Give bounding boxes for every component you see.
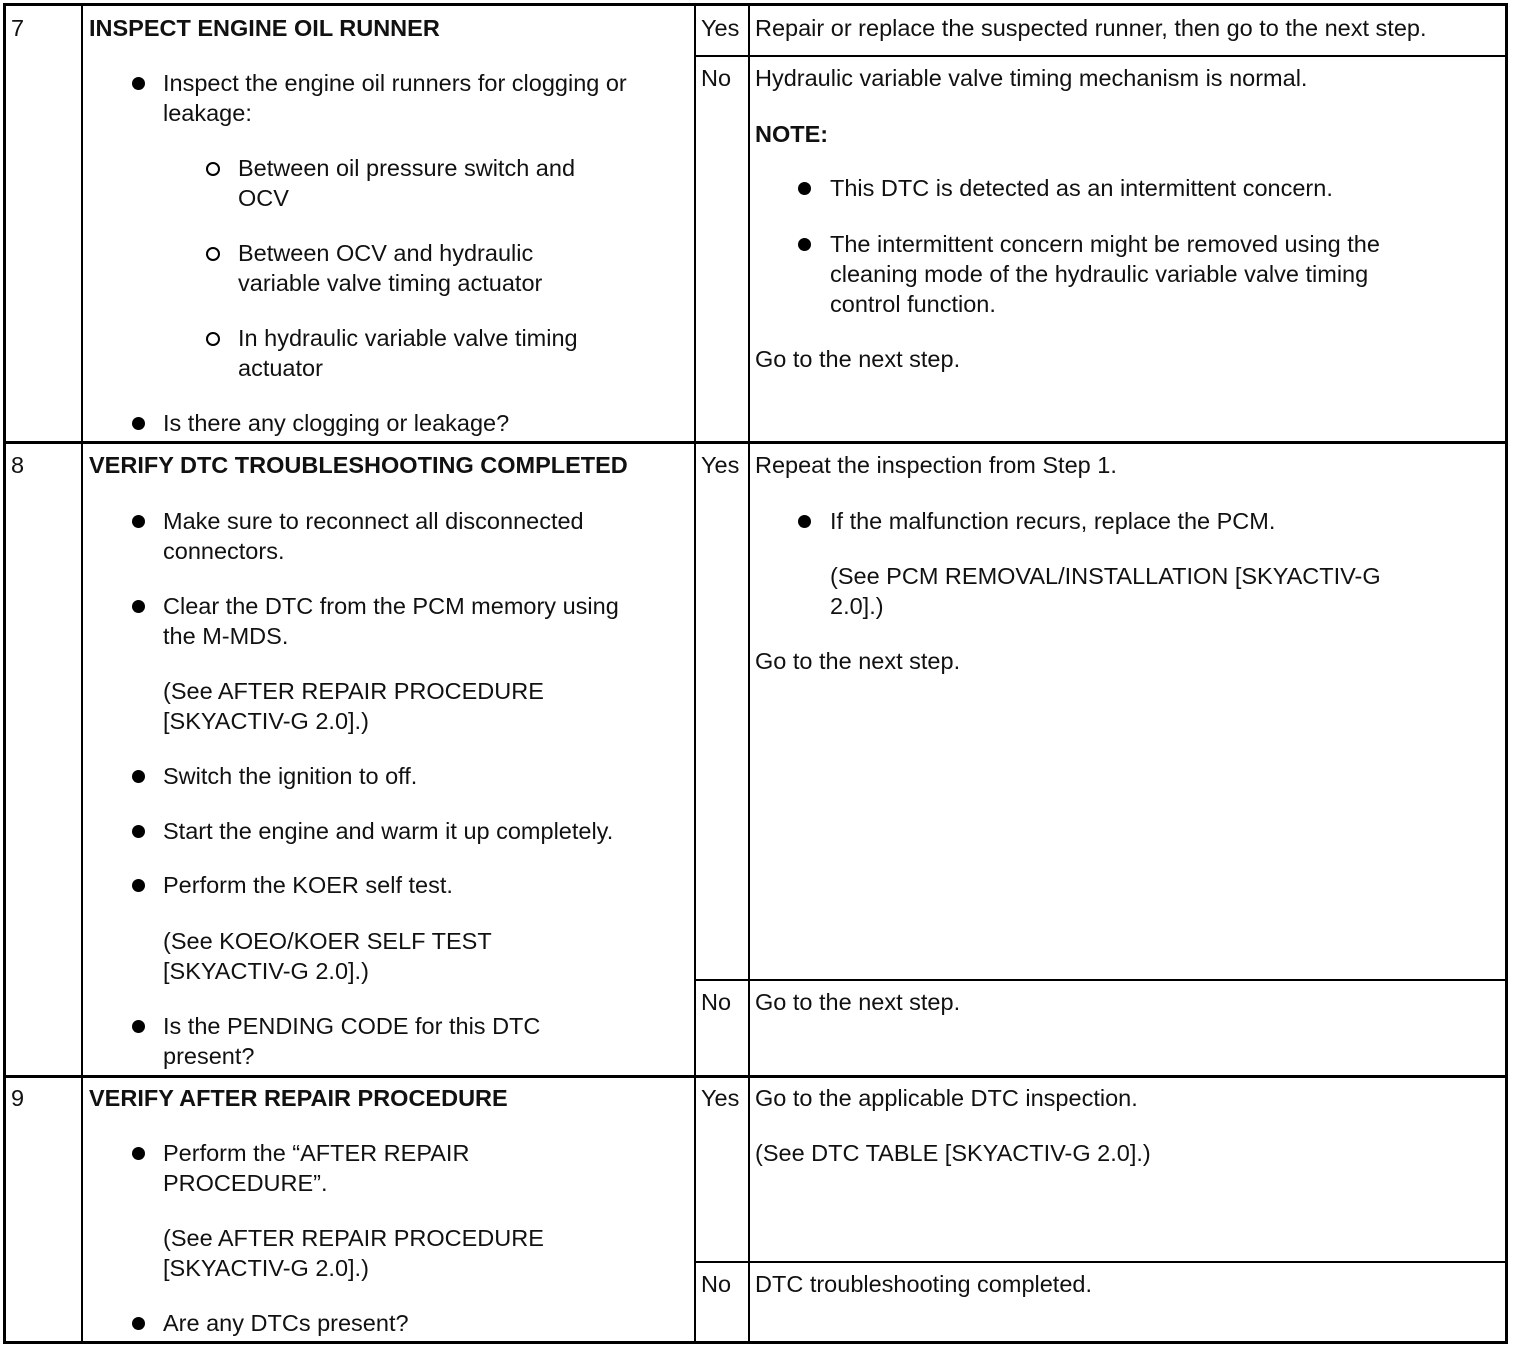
step-instruction: Make sure to reconnect all disconnected xyxy=(163,508,584,534)
yes-label: Yes xyxy=(701,1085,740,1111)
bullet-icon xyxy=(132,77,145,90)
step-question: present? xyxy=(163,1043,255,1069)
column-divider xyxy=(748,3,750,1344)
yes-no-divider xyxy=(694,1261,1508,1263)
bullet-icon xyxy=(132,770,145,783)
row-divider xyxy=(3,1075,1508,1078)
reference-text: (See AFTER REPAIR PROCEDURE xyxy=(163,1225,544,1251)
yes-label: Yes xyxy=(701,15,740,41)
bullet-icon xyxy=(132,1317,145,1330)
sub-bullet-icon xyxy=(206,332,220,346)
step-title: VERIFY AFTER REPAIR PROCEDURE xyxy=(89,1085,508,1111)
bullet-icon xyxy=(132,417,145,430)
sub-bullet-icon xyxy=(206,162,220,176)
step-instruction: Inspect the engine oil runners for clogging or xyxy=(163,70,627,96)
step-sub-instruction: OCV xyxy=(238,185,289,211)
bullet-icon xyxy=(132,1147,145,1160)
reference-text: (See KOEO/KOER SELF TEST xyxy=(163,928,492,954)
note-item: The intermittent concern might be removed using the xyxy=(830,231,1380,257)
step-instruction: the M-MDS. xyxy=(163,623,289,649)
yes-no-divider xyxy=(694,979,1508,981)
step-instruction: Perform the KOER self test. xyxy=(163,872,453,898)
sub-bullet-icon xyxy=(206,247,220,261)
step-sub-instruction: variable valve timing actuator xyxy=(238,270,543,296)
step-sub-instruction: In hydraulic variable valve timing xyxy=(238,325,578,351)
note-item: control function. xyxy=(830,291,996,317)
column-divider xyxy=(81,3,83,1344)
step-instruction: Start the engine and warm it up completely. xyxy=(163,818,614,844)
note-item: cleaning mode of the hydraulic variable valve timing xyxy=(830,261,1369,287)
reference-text: [SKYACTIV-G 2.0].) xyxy=(163,958,369,984)
bullet-icon xyxy=(798,238,811,251)
no-action: DTC troubleshooting completed. xyxy=(755,1271,1093,1297)
no-action: Hydraulic variable valve timing mechanism is normal. xyxy=(755,65,1308,91)
bullet-icon xyxy=(132,825,145,838)
step-number: 9 xyxy=(11,1085,25,1111)
note-heading: NOTE: xyxy=(755,121,829,147)
step-question: Is the PENDING CODE for this DTC xyxy=(163,1013,541,1039)
reference-text: (See DTC TABLE [SKYACTIV-G 2.0].) xyxy=(755,1140,1151,1166)
step-instruction: connectors. xyxy=(163,538,285,564)
bullet-icon xyxy=(132,600,145,613)
no-label: No xyxy=(701,989,732,1015)
yes-action: Repeat the inspection from Step 1. xyxy=(755,452,1117,478)
yes-action: Repair or replace the suspected runner, then go to the next step. xyxy=(755,15,1427,41)
reference-text: 2.0].) xyxy=(830,593,884,619)
step-sub-instruction: Between OCV and hydraulic xyxy=(238,240,534,266)
yes-no-divider xyxy=(694,55,1508,57)
step-sub-instruction: Between oil pressure switch and xyxy=(238,155,576,181)
bullet-icon xyxy=(132,1020,145,1033)
reference-text: [SKYACTIV-G 2.0].) xyxy=(163,708,369,734)
yes-action-item: If the malfunction recurs, replace the PCM. xyxy=(830,508,1276,534)
yes-label: Yes xyxy=(701,452,740,478)
step-question: Is there any clogging or leakage? xyxy=(163,410,510,436)
column-divider xyxy=(694,3,696,1344)
bullet-icon xyxy=(132,515,145,528)
step-sub-instruction: actuator xyxy=(238,355,323,381)
no-action: Go to the next step. xyxy=(755,989,961,1015)
no-label: No xyxy=(701,65,732,91)
yes-action-next: Go to the next step. xyxy=(755,648,961,674)
reference-text: (See PCM REMOVAL/INSTALLATION [SKYACTIV-G xyxy=(830,563,1381,589)
reference-text: [SKYACTIV-G 2.0].) xyxy=(163,1255,369,1281)
step-instruction: Clear the DTC from the PCM memory using xyxy=(163,593,619,619)
no-label: No xyxy=(701,1271,732,1297)
step-question: Are any DTCs present? xyxy=(163,1310,409,1336)
step-instruction: Perform the “AFTER REPAIR xyxy=(163,1140,470,1166)
step-title: VERIFY DTC TROUBLESHOOTING COMPLETED xyxy=(89,452,628,478)
reference-text: (See AFTER REPAIR PROCEDURE xyxy=(163,678,544,704)
step-number: 7 xyxy=(11,15,25,41)
no-action-next: Go to the next step. xyxy=(755,346,961,372)
row-divider xyxy=(3,441,1508,444)
step-instruction: Switch the ignition to off. xyxy=(163,763,418,789)
bullet-icon xyxy=(132,879,145,892)
step-instruction: PROCEDURE”. xyxy=(163,1170,328,1196)
step-number: 8 xyxy=(11,452,25,478)
bullet-icon xyxy=(798,515,811,528)
step-instruction: leakage: xyxy=(163,100,252,126)
bullet-icon xyxy=(798,182,811,195)
yes-action: Go to the applicable DTC inspection. xyxy=(755,1085,1138,1111)
step-title: INSPECT ENGINE OIL RUNNER xyxy=(89,15,440,41)
note-item: This DTC is detected as an intermittent concern. xyxy=(830,175,1333,201)
